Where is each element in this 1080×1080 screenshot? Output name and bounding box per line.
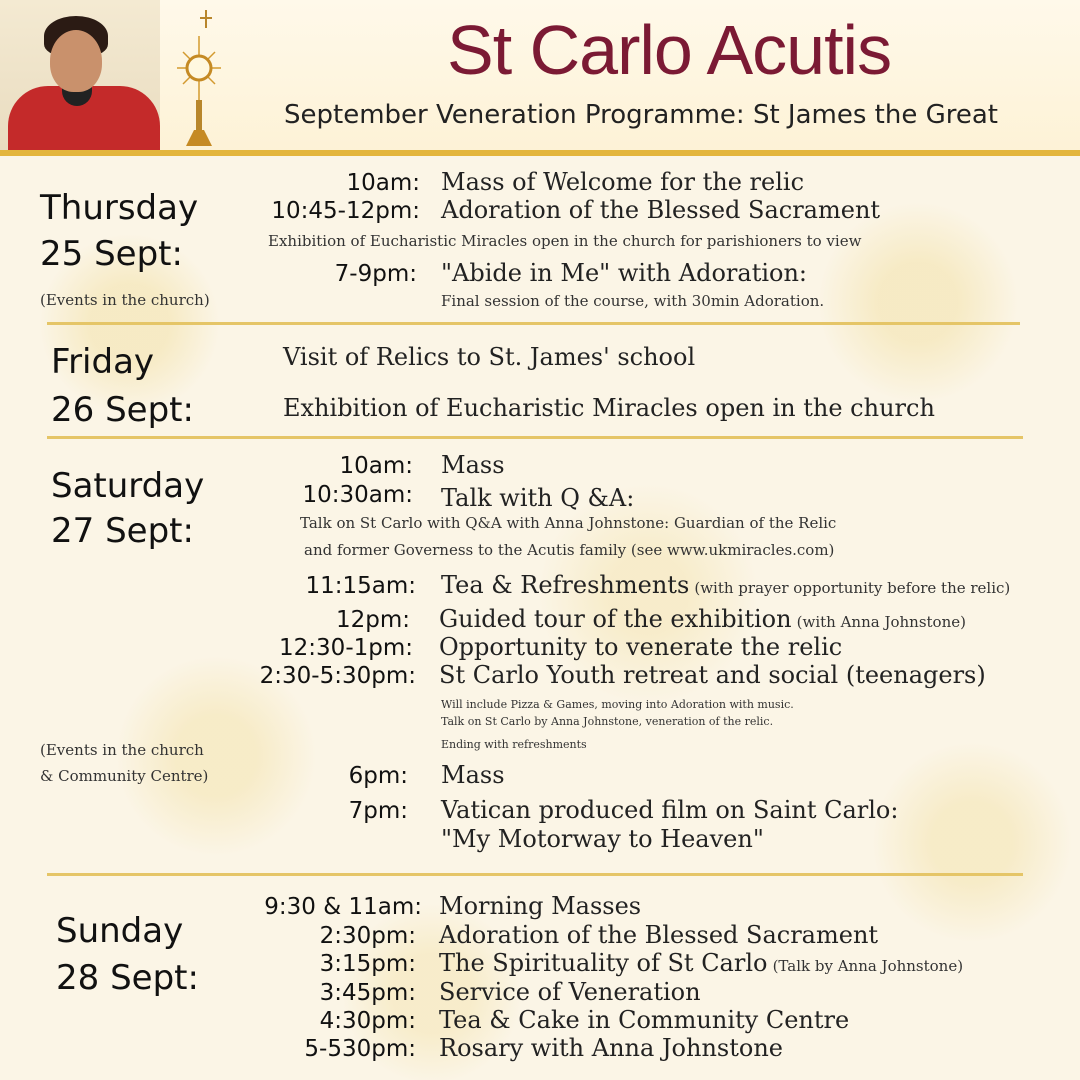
saturday-event-3: Tea & Refreshments [441, 571, 690, 599]
sunday-event-4: Service of Veneration [439, 978, 701, 1006]
thursday-event-3-detail: Final session of the course, with 30min Adoration. [441, 292, 825, 310]
saturday-event-6-detail-2: Talk on St Carlo by Anna Johnstone, veneration of the relic. [441, 715, 774, 728]
saturday-event-2-detail-1: Talk on St Carlo with Q&A with Anna Johnstone: Guardian of the Relic [300, 514, 837, 532]
thursday-time-1: 10am: [346, 170, 420, 196]
sunday-event-3-row [439, 949, 963, 977]
sunday-event-5: Tea & Cake in Community Centre [439, 1006, 850, 1034]
divider-thursday [47, 322, 1020, 325]
saturday-time-2: 10:30am: [302, 482, 413, 508]
sunday-time-5: 4:30pm: [319, 1008, 416, 1034]
thursday-date-label: 25 Sept: [40, 234, 183, 274]
sunday-event-6: Rosary with Anna Johnstone [439, 1034, 783, 1062]
header-divider [0, 150, 1080, 156]
page-subtitle: September Veneration Programme: St James the Great [284, 100, 998, 130]
saturday-time-5: 12:30-1pm: [279, 635, 413, 661]
saturday-event-6: St Carlo Youth retreat and social (teenagers) [439, 661, 986, 689]
sunday-time-2: 2:30pm: [319, 923, 416, 949]
friday-date-label: 26 Sept: [51, 390, 194, 430]
saturday-time-1: 10am: [339, 453, 413, 479]
carlo-portrait-image [0, 0, 160, 150]
saturday-location-note-2: & Community Centre) [40, 767, 209, 785]
saturday-time-3: 11:15am: [305, 573, 416, 599]
sunday-day-label: Sunday [56, 911, 184, 951]
sunday-time-3: 3:15pm: [319, 951, 416, 977]
saturday-event-3-note: (with prayer opportunity before the relic) [694, 579, 1011, 597]
thursday-time-2: 10:45-12pm: [271, 198, 420, 224]
saturday-event-6-detail-3: Ending with refreshments [441, 738, 587, 751]
header-banner [0, 0, 1080, 152]
sunday-time-4: 3:45pm: [319, 980, 416, 1006]
saturday-event-1: Mass [441, 451, 505, 479]
saturday-event-6-detail-1: Will include Pizza & Games, moving into Adoration with music. [441, 698, 794, 711]
thursday-event-2: Adoration of the Blessed Sacrament [441, 196, 881, 224]
saturday-event-7: Mass [441, 761, 505, 789]
friday-event-1: Visit of Relics to St. James' school [283, 343, 696, 371]
saturday-time-8: 7pm: [348, 798, 408, 824]
saturday-event-3-row [441, 571, 1010, 599]
page-title: St Carlo Acutis [447, 11, 892, 89]
thursday-event-1: Mass of Welcome for the relic [441, 168, 805, 196]
saturday-time-6: 2:30-5:30pm: [259, 663, 416, 689]
saturday-time-4: 12pm: [335, 607, 410, 633]
divider-friday [47, 436, 1023, 439]
saturday-event-2-detail-2: and former Governess to the Acutis family (see www.ukmiracles.com) [304, 541, 835, 559]
saturday-event-2: Talk with Q &A: [441, 484, 635, 512]
thursday-location-note: (Events in the church) [40, 291, 210, 309]
saturday-event-5: Opportunity to venerate the relic [439, 633, 843, 661]
thursday-exhibition-note: Exhibition of Eucharistic Miracles open in the church for parishioners to view [268, 232, 862, 250]
sunday-time-6: 5-530pm: [304, 1036, 416, 1062]
divider-saturday [47, 873, 1023, 876]
saturday-event-4-note: (with Anna Johnstone) [796, 613, 966, 631]
thursday-event-3: "Abide in Me" with Adoration: [441, 259, 807, 287]
friday-day-label: Friday [51, 342, 155, 382]
sunday-event-1: Morning Masses [439, 892, 642, 920]
saturday-location-note-1: (Events in the church [40, 741, 204, 759]
friday-event-2: Exhibition of Eucharistic Miracles open in the church [283, 394, 935, 422]
saturday-date-label: 27 Sept: [51, 511, 194, 551]
saturday-event-4: Guided tour of the exhibition [439, 605, 792, 633]
saturday-event-8-detail: "My Motorway to Heaven" [441, 825, 764, 853]
sunday-event-3-note: (Talk by Anna Johnstone) [772, 957, 964, 975]
saturday-day-label: Saturday [51, 466, 205, 506]
saturday-event-4-row [439, 605, 966, 633]
sunday-date-label: 28 Sept: [56, 958, 199, 998]
saturday-time-7: 6pm: [348, 763, 408, 789]
sunday-event-2: Adoration of the Blessed Sacrament [439, 921, 879, 949]
monstrance-icon [174, 8, 224, 148]
sunday-time-1: 9:30 & 11am: [264, 894, 422, 920]
sunday-event-3: The Spirituality of St Carlo [439, 949, 768, 977]
thursday-time-3: 7-9pm: [334, 261, 417, 287]
saturday-event-8: Vatican produced film on Saint Carlo: [441, 796, 899, 824]
thursday-day-label: Thursday [40, 188, 199, 228]
